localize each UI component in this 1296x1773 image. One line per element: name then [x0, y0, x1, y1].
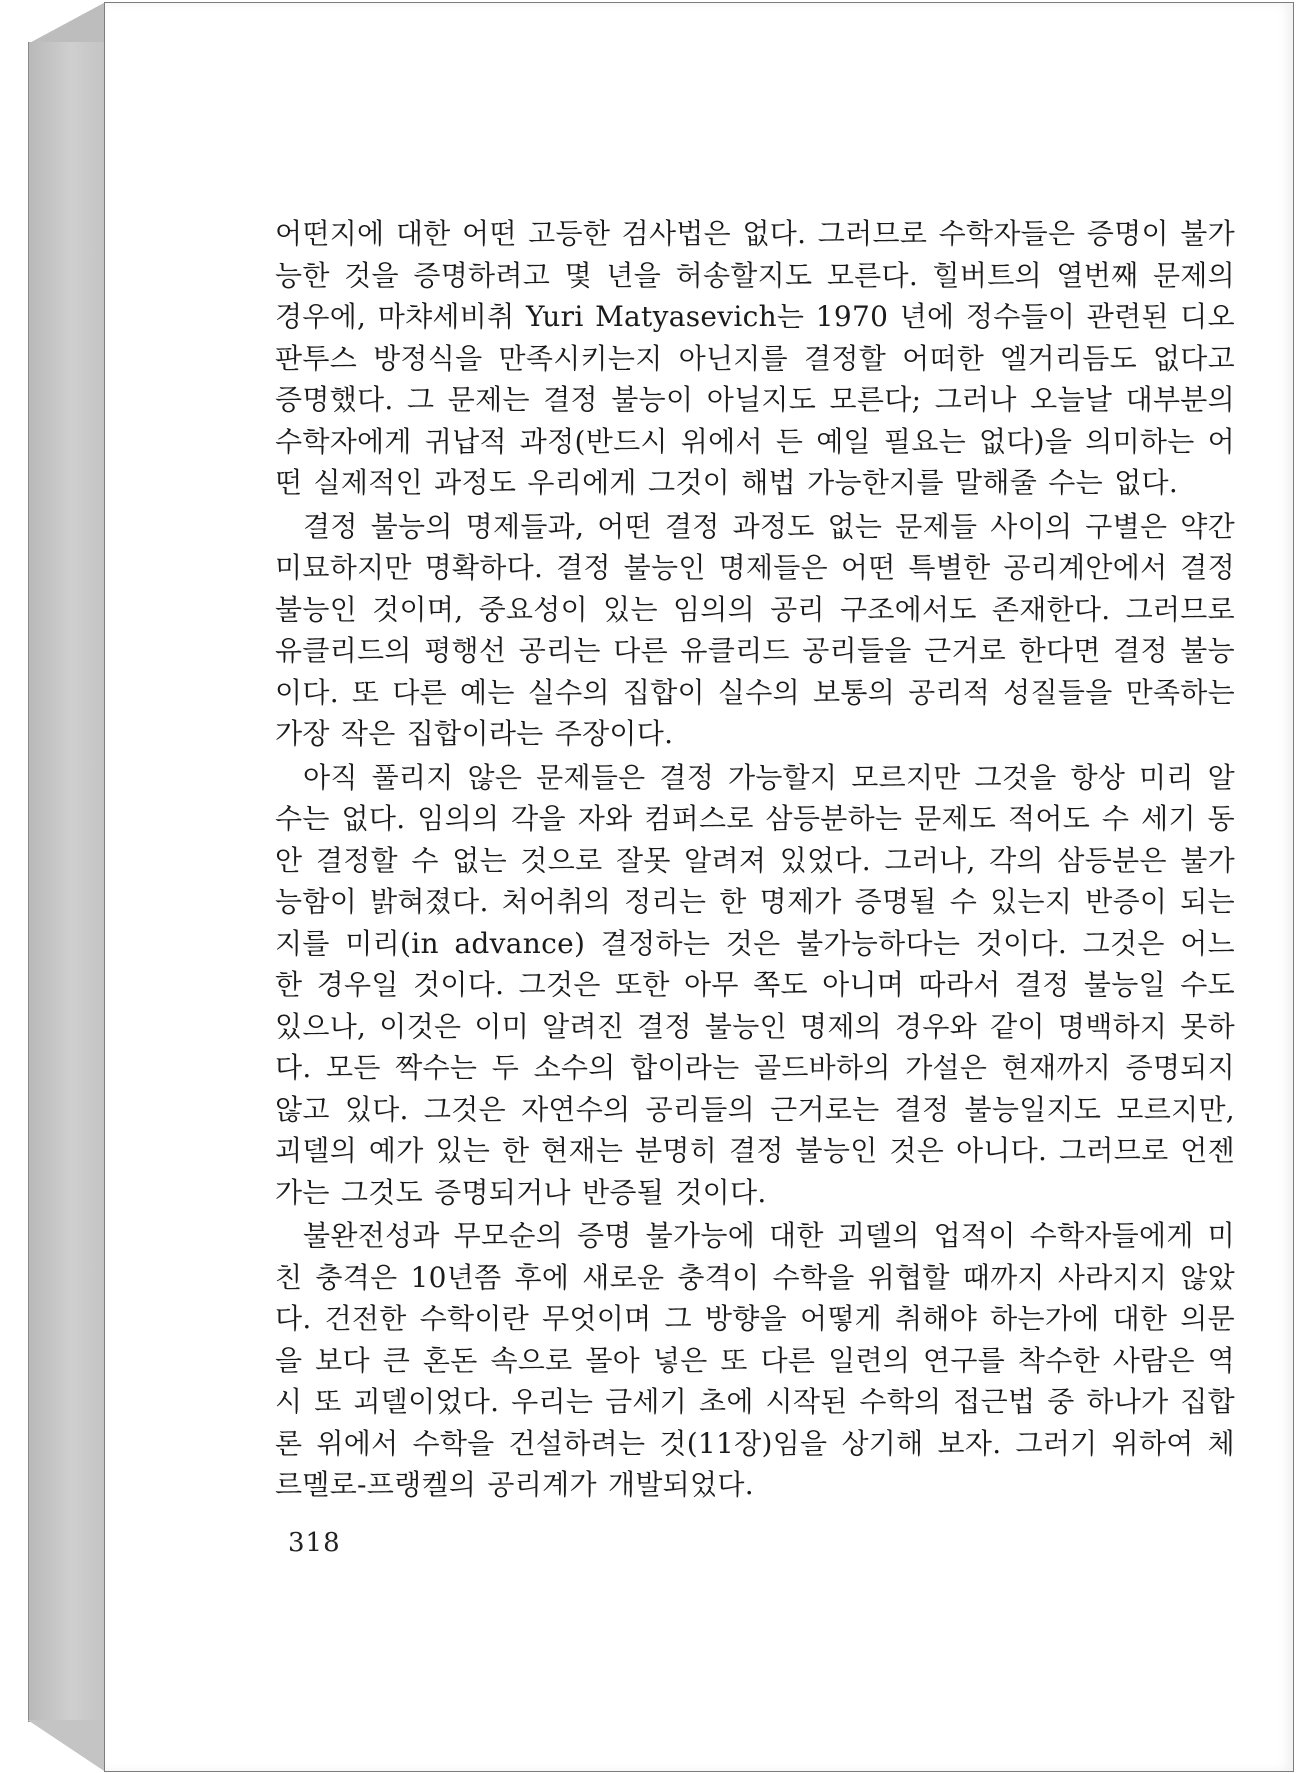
paragraph-1: 어떤지에 대한 어떤 고등한 검사법은 없다. 그러므로 수학자들은 증명이 불가능한 것을 증명하려고 몇 년을 허송할지도 모른다. 힐버트의 열번째 문제의 경우에, 마챠세비취 Yuri Matyasevich는 1970 년에 정수들이 관련된 디오판투스 방정식을 만족시키는지 아닌지를 결정할 어떠한 엘거리듬도 없다고 증명했다. 그 문제는 결정 불능이 아닐지도 모른다; 그러나 오늘날 대부분의 수학자에게 귀납적 과정(반드시 위에서 든 예일 필요는 없다)을 의미하는 어떤 실제적인 과정도 우리에게 그것이 해법 가능한지를 말해줄 수는 없다.	[275, 217, 1235, 499]
page-number: 318	[288, 1528, 341, 1558]
book-top-edge	[28, 2, 106, 44]
book-spine-side	[28, 42, 105, 1722]
book-bottom-edge	[28, 1720, 106, 1772]
paragraph-2: 결정 불능의 명제들과, 어떤 결정 과정도 없는 문제들 사이의 구별은 약간 미묘하지만 명확하다. 결정 불능인 명제들은 어떤 특별한 공리계안에서 결정 불능인 것이며, 중요성이 있는 임의의 공리 구조에서도 존재한다. 그러므로 유클리드의 평행선 공리는 다른 유클리드 공리들을 근거로 한다면 결정 불능이다. 또 다른 예는 실수의 집합이 실수의 보통의 공리적 성질들을 만족하는 가장 작은 집합이라는 주장이다.	[275, 509, 1235, 750]
paragraph-3: 아직 풀리지 않은 문제들은 결정 가능할지 모르지만 그것을 항상 미리 알 수는 없다. 임의의 각을 자와 컴퍼스로 삼등분하는 문제도 적어도 수 세기 동안 결정할 수 없는 것으로 잘못 알려져 있었다. 그러나, 각의 삼등분은 불가능함이 밝혀졌다. 처어취의 정리는 한 명제가 증명될 수 있는지 반증이 되는지를 미리(in advance) 결정하는 것은 불가능하다는 것이다. 그것은 어느 한 경우일 것이다. 그것은 또한 아무 쪽도 아니며 따라서 결정 불능일 수도 있으나, 이것은 이미 알려진 결정 불능인 명제의 경우와 같이 명백하지 못하다. 모든 짝수는 두 소수의 합이라는 골드바하의 가설은 현재까지 증명되지 않고 있다. 그것은 자연수의 공리들의 근거로는 결정 불능일지도 모르지만, 괴델의 예가 있는 한 현재는 분명히 결정 불능인 것은 아니다. 그러므로 언젠가는 그것도 증명되거나 반증될 것이다.	[275, 760, 1235, 1209]
book-page	[104, 2, 1294, 1772]
page-body	[275, 213, 1235, 1506]
paragraph-4: 불완전성과 무모순의 증명 불가능에 대한 괴델의 업적이 수학자들에게 미친 충격은 10년쯤 후에 새로운 충격이 수학을 위협할 때까지 사라지지 않았다. 건전한 수학이란 무엇이며 그 방향을 어떻게 취해야 하는가에 대한 의문을 보다 큰 혼돈 속으로 몰아 넣은 또 다른 일련의 연구를 착수한 사람은 역시 또 괴델이었다. 우리는 금세기 초에 시작된 수학의 접근법 중 하나가 집합론 위에서 수학을 건설하려는 것(11장)임을 상기해 보자. 그러기 위하여 체르멜로-프랭켈의 공리계가 개발되었다.	[275, 1219, 1235, 1501]
